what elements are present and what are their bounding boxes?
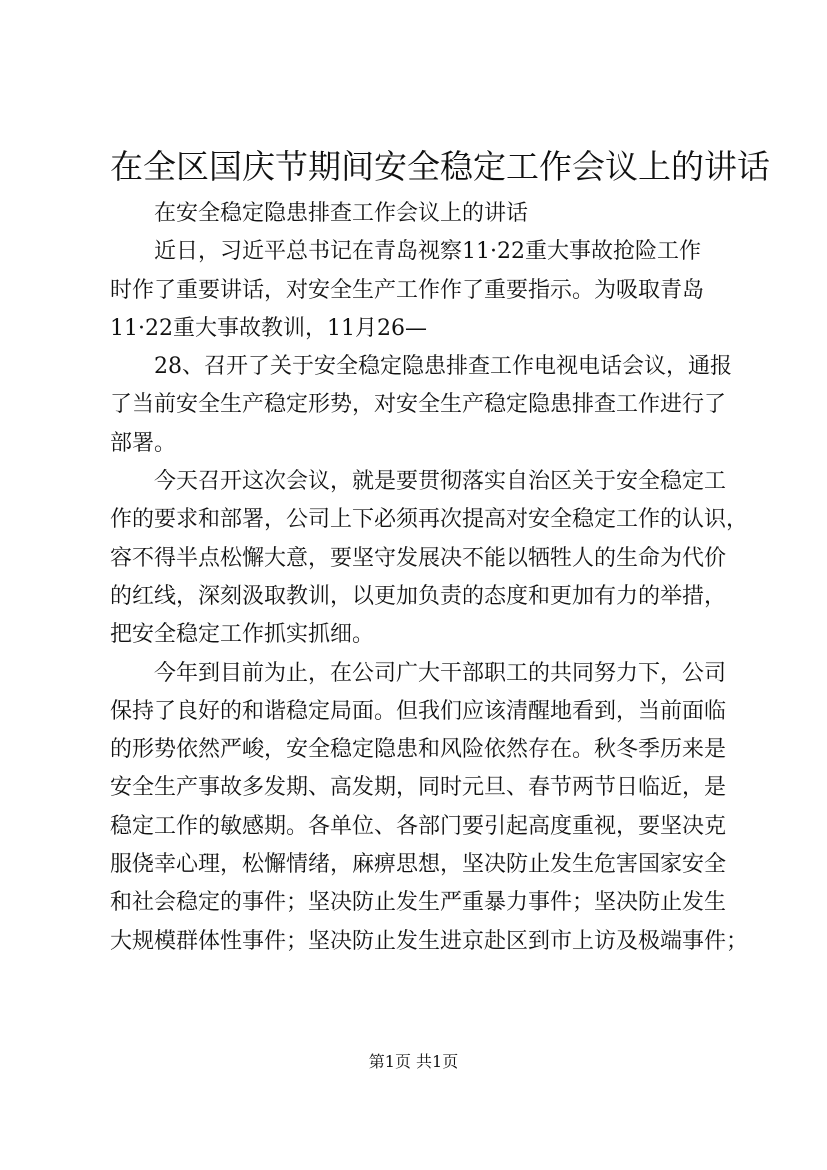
paragraph-line: 11·22重大事故教训，11月26—: [110, 315, 427, 341]
paragraph-line: 容不得半点松懈大意，要坚守发展决不能以牺牲人的生命为代价: [110, 545, 727, 571]
paragraph-line: 今天召开这次会议，就是要贯彻落实自治区关于安全稳定工: [154, 469, 727, 495]
paragraph-line: 部署。: [110, 430, 177, 456]
paragraph-line: 近日，习近平总书记在青岛视察11·22重大事故抢险工作: [154, 239, 701, 265]
paragraph-line: 时作了重要讲话，对安全生产工作作了重要指示。为吸取青岛: [110, 277, 705, 303]
document-title: 在全区国庆节期间安全稳定工作会议上的讲话: [110, 147, 770, 186]
subtitle-line: 在安全稳定隐患排查工作会议上的讲话: [154, 201, 529, 226]
paragraph-line: 把安全稳定工作抓实抓细。: [110, 622, 375, 648]
paragraph-line: 服侥幸心理，松懈情绪，麻痹思想，坚决防止发生危害国家安全: [110, 852, 727, 878]
page-footer: 第1页 共1页: [368, 1052, 459, 1071]
paragraph-line: 安全生产事故多发期、高发期，同时元旦、春节两节日临近，是: [110, 775, 727, 801]
paragraph-line: 的形势依然严峻，安全稳定隐患和风险依然存在。秋冬季历来是: [110, 737, 727, 763]
document-body: [110, 195, 749, 961]
paragraph-line: 的红线，深刻汲取教训，以更加负责的态度和更加有力的举措，: [110, 583, 727, 609]
paragraph-line: 作的要求和部署，公司上下必须再次提高对安全稳定工作的认识，: [110, 507, 749, 533]
paragraph-line: 保持了良好的和谐稳定局面。但我们应该清醒地看到，当前面临: [110, 698, 727, 724]
paragraph-line: 和社会稳定的事件；坚决防止发生严重暴力事件；坚决防止发生: [110, 890, 727, 916]
paragraph-line: 大规模群体性事件；坚决防止发生进京赴区到市上访及极端事件；: [110, 928, 749, 954]
paragraph-line: 今年到目前为止，在公司广大干部职工的共同努力下，公司: [154, 660, 727, 686]
paragraph-line: 28、召开了关于安全稳定隐患排查工作电视电话会议，通报: [154, 354, 732, 380]
paragraph-line: 了当前安全生产稳定形势，对安全生产稳定隐患排查工作进行了: [110, 392, 727, 418]
paragraph-line: 稳定工作的敏感期。各单位、各部门要引起高度重视，要坚决克: [110, 813, 727, 839]
